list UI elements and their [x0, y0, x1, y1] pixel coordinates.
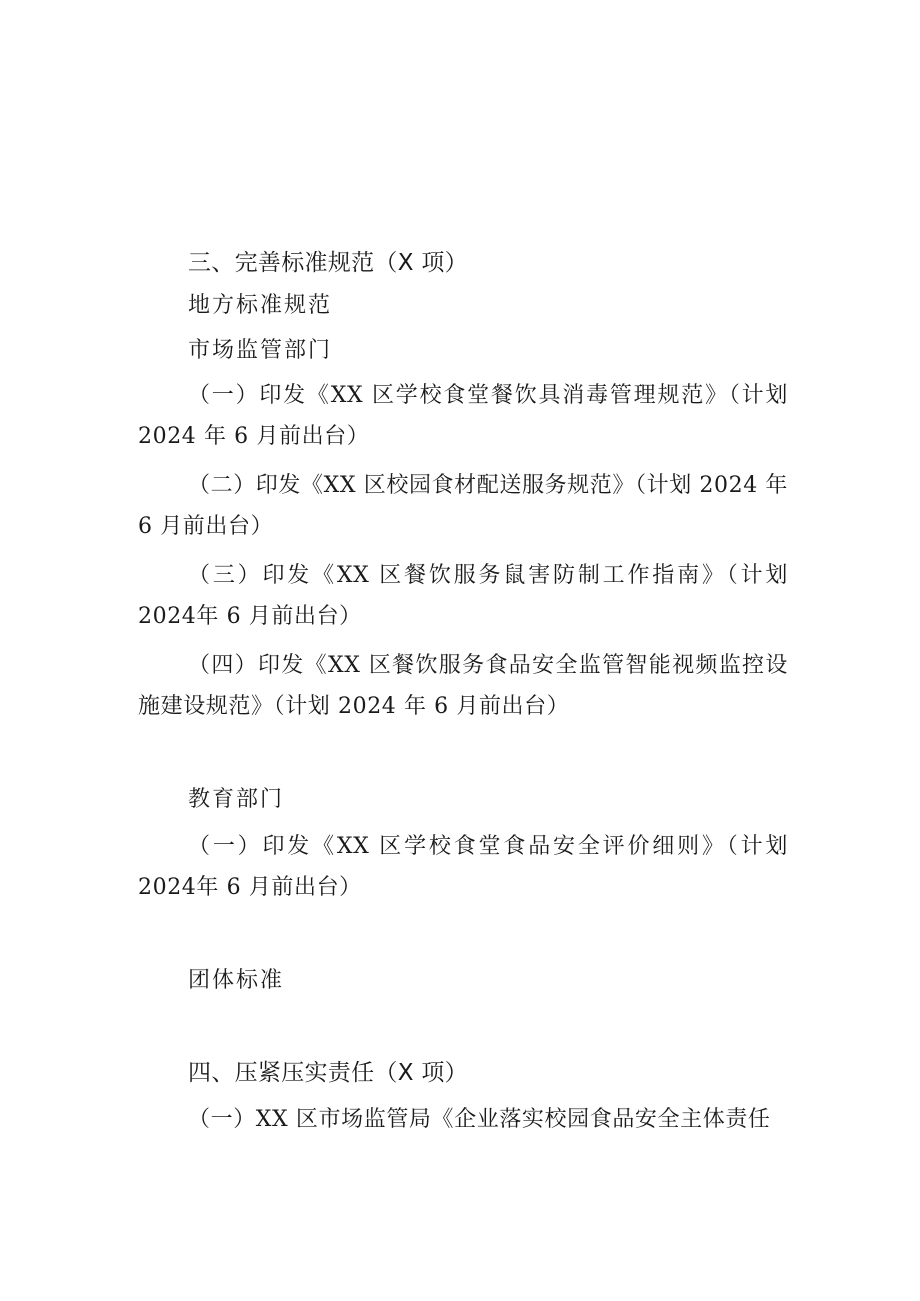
list-item: （二）印发《XX 区校园食材配送服务规范》（计划 2024 年6 月前出台）	[138, 473, 788, 539]
list-item: （一）印发《XX 区学校食堂食品安全评价细则》（计划 2024年 6 月前出台）	[138, 834, 788, 900]
section-heading: 四、压紧压实责任（X 项）	[188, 1060, 468, 1086]
section-heading: 三、完善标准规范（X 项）	[188, 250, 468, 276]
department-label: 教育部门	[188, 787, 285, 812]
sub-heading: 地方标准规范	[188, 293, 333, 318]
list-item: （一）印发《XX 区学校食堂餐饮具消毒管理规范》（计划2024 年 6 月前出台）	[138, 383, 788, 449]
sub-heading: 团体标准	[188, 968, 285, 993]
department-label: 市场监管部门	[188, 338, 333, 363]
list-item: （一）XX 区市场监管局《企业落实校园食品安全主体责任	[188, 1107, 771, 1132]
list-item: （四）印发《XX 区餐饮服务食品安全监管智能视频监控设施建设规范》（计划 2024 年 6 月前出台）	[138, 653, 788, 719]
list-item: （三）印发《XX 区餐饮服务鼠害防制工作指南》（计划 2024年 6 月前出台）	[138, 563, 788, 629]
